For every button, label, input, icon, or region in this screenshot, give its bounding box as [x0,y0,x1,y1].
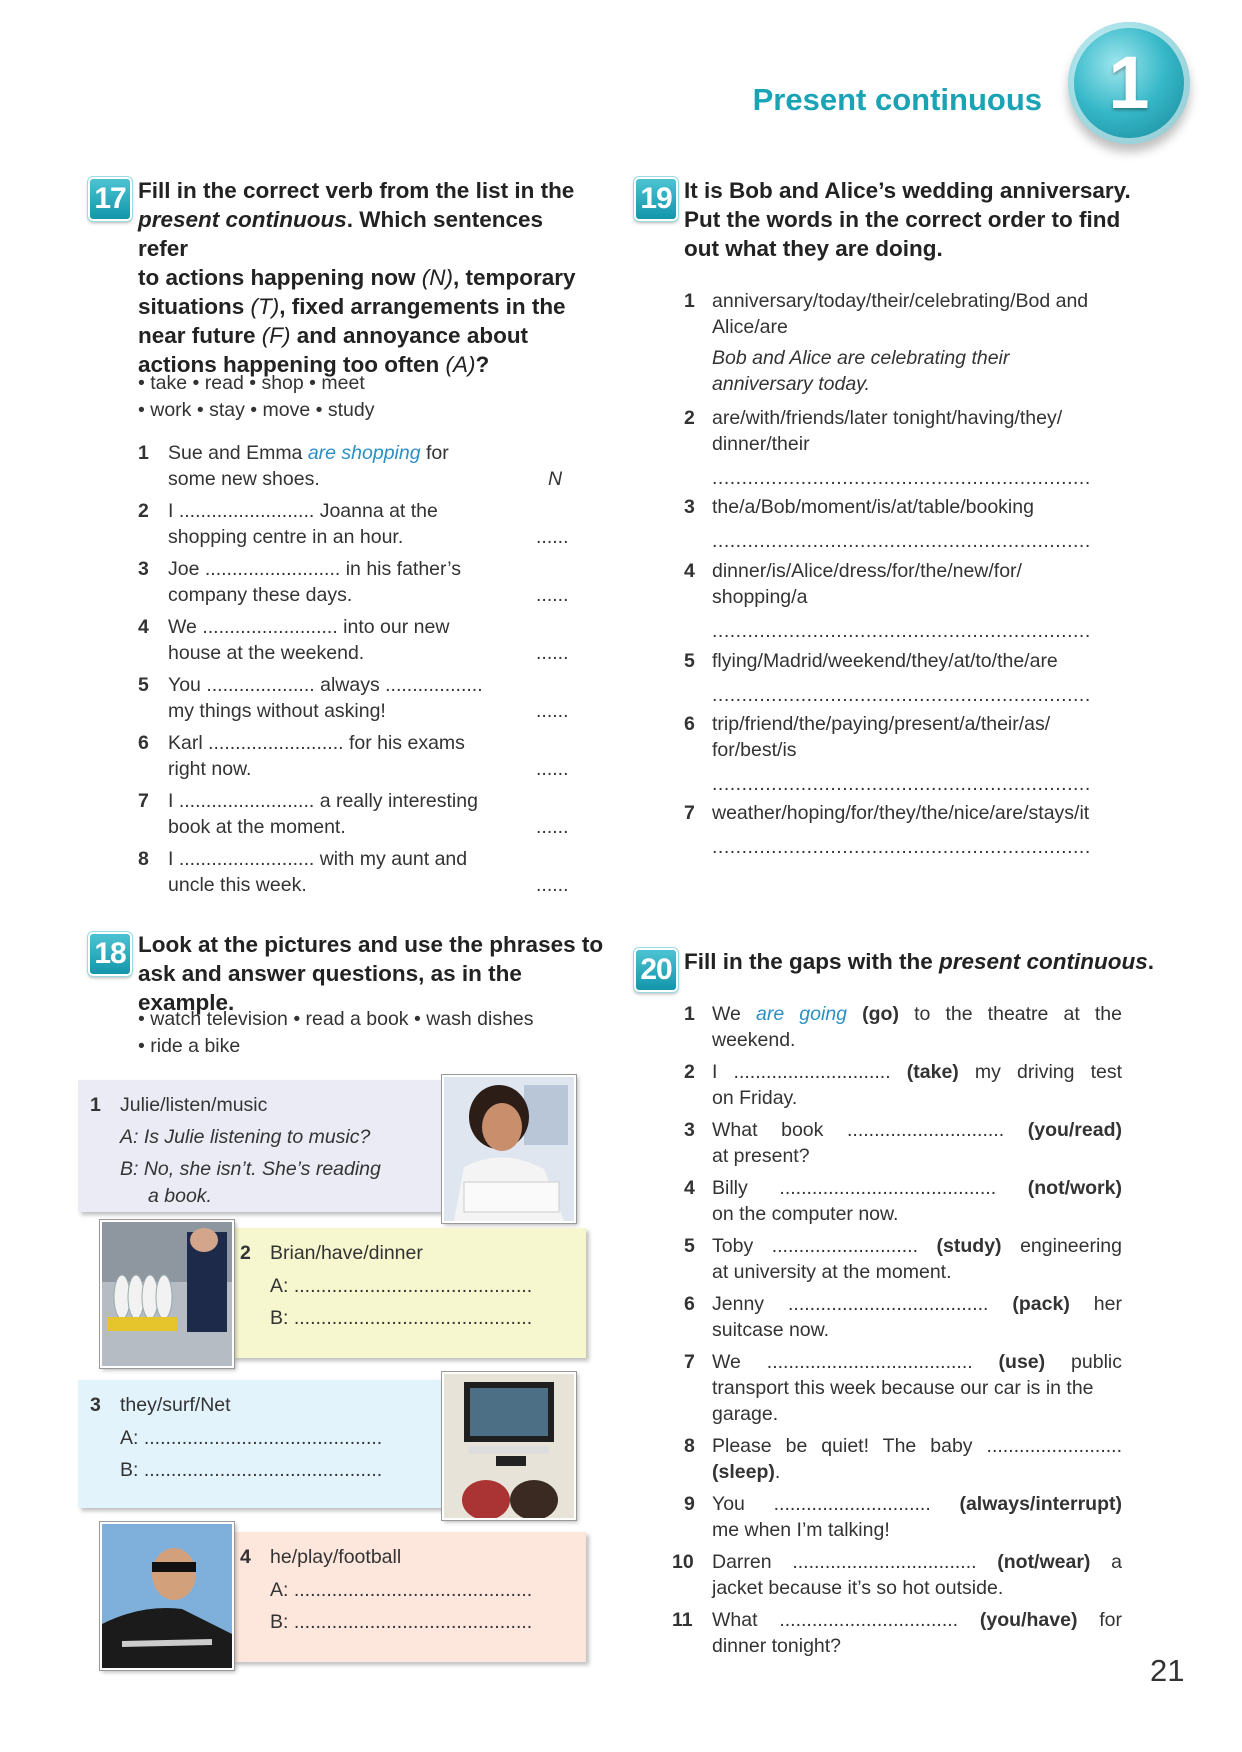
ex20-item-line-2: at present? [712,1145,810,1167]
ex19-answer-line: ................................................................ [712,773,1091,795]
ex20-item-text: You ............................. [712,1493,931,1515]
surfing-net-illustration [444,1374,574,1518]
p2-answer-a: A: ............................................ [270,1275,533,1297]
ex20-item-text: Toby ........................... [712,1235,919,1257]
exercise-20-instructions: Fill in the gaps with the present continuous. [684,949,1155,974]
p1-answer-b-line2: a book. [148,1185,212,1207]
ex20-item-text: Please be quiet! The baby ......................... [712,1435,1122,1457]
ex19-item-number: 7 [684,802,695,824]
ex17-item-line-1: I ......................... a really interesting [168,790,478,812]
ex19-answer-line: ................................................................ [712,530,1091,552]
page-number: 21 [1150,1653,1185,1688]
p4-prompt: he/play/football [270,1546,402,1568]
p2-answer-b: B: ............................................ [270,1307,533,1329]
ex17-item-type-marker: ...... [536,584,569,606]
ex17-item-number: 4 [138,616,149,638]
ex19-answer-line: ................................................................ [712,467,1091,489]
ex17-item-line-1: You .................... always .................. [168,674,483,696]
ex20-item-line-2 [712,1459,780,1485]
p3-answer-b: B: ............................................ [120,1459,383,1481]
p2-number: 2 [240,1242,251,1264]
p1-number: 1 [90,1094,101,1116]
ex17-item-type-marker: ...... [536,526,569,548]
ex20-item-number: 9 [684,1493,695,1515]
ex20-item-verb: (you/read) [1004,1119,1122,1141]
ex20-item-line-2: jacket because it’s so hot outside. [712,1577,1004,1599]
ex17-item-type-marker: ...... [536,700,569,722]
ex19-item-words-line-1: trip/friend/the/paying/present/a/their/as/ [712,713,1051,735]
ex17-item-line-2: some new shoes. [168,468,320,490]
ex17-item-number: 6 [138,732,149,754]
ex19-answer-line: ................................................................ [712,620,1091,642]
ex19-item-number: 6 [684,713,695,735]
p4-answer-a: A: ............................................ [270,1579,533,1601]
ex17-item-number: 2 [138,500,149,522]
exercise-19-instructions: It is Bob and Alice’s wedding anniversary. Put the words in the correct order to find out what they are doing. [684,178,1131,261]
ex19-item-number: 1 [684,290,695,312]
ex19-item-words-line-2: for/best/is [712,739,797,761]
ex20-item-text: What ................................. [712,1609,959,1631]
ex20-item-line-2: on Friday. [712,1087,798,1109]
p4-number: 4 [240,1546,251,1568]
ex20-item-number: 5 [684,1235,695,1257]
ex20-item-text: We ...................................... [712,1351,973,1373]
exercise-19-number: 19 [634,177,678,221]
ex20-item-verb: (always/interrupt) [930,1493,1122,1515]
ex20-item-verb: (not/work) [996,1177,1122,1199]
verb-list-line-2: • work • stay • move • study [138,399,375,421]
ex20-item-line-2: dinner tonight? [712,1635,842,1657]
ex20-item-verb: (go) [847,1003,899,1025]
ex20-item-verb: (you/have) [958,1609,1078,1631]
exercise-17-instructions: Fill in the correct verb from the list in the present continuous. Which sentences refer to actions happening now (N), temporary situations (T), fixed arrangements in the near future (F) and annoyance about actions happening too often (A)? [138,178,576,377]
ex20-item-line-1 [712,1233,1122,1259]
ex17-item-line-1: I ......................... Joanna at the [168,500,438,522]
exercise-18-number: 18 [88,932,132,976]
ex17-item-line-1: Karl ......................... for his exams [168,732,465,754]
ex17-item-line-2: shopping centre in an hour. [168,526,404,548]
p2-prompt: Brian/have/dinner [270,1242,423,1264]
ex19-item-words-line-1: weather/hoping/for/they/the/nice/are/stays/it [712,802,1090,824]
ex20-item-verb: (use) [972,1351,1046,1373]
photo-surfing-net [442,1372,576,1520]
exercise-18-instructions: Look at the pictures and use the phrases to ask and answer questions, as in the example. [138,932,604,1015]
ex20-item-text: to the theatre at the [898,1003,1122,1025]
ex20-item-line-1 [712,1549,1122,1575]
unit-number: 1 [1108,41,1150,124]
ex20-item-text: I ............................. [712,1061,891,1083]
ex20-item-line-1 [712,1059,1122,1085]
ex20-item-line-1 [712,1433,1122,1459]
ex20-item-line-1 [712,1291,1122,1317]
ex20-item-line-1 [712,1491,1122,1517]
photo-girl-reading [442,1075,576,1223]
ex19-item-number: 2 [684,407,695,429]
ex20-item-verb: (take) [890,1061,959,1083]
ex20-item-line-3: garage. [712,1403,779,1425]
ex20-item-number: 7 [684,1351,695,1373]
ex20-item-text: Jenny ..................................... [712,1293,989,1315]
ex20-item-text: a [1090,1551,1122,1573]
ex20-item-answer: are going [756,1003,848,1025]
ex20-item-line-1 [712,1175,1122,1201]
p1-answer-a: A: Is Julie listening to music? [120,1126,371,1148]
ex20-item-text: . [774,1461,781,1483]
ex20-item-text: my driving test [958,1061,1123,1083]
p3-prompt: they/surf/Net [120,1394,231,1416]
ex17-item-number: 1 [138,442,149,464]
ex20-item-line-2: suitcase now. [712,1319,830,1341]
ex20-item-number: 1 [684,1003,695,1025]
p1-prompt: Julie/listen/music [120,1094,268,1116]
ex20-item-verb: (study) [918,1235,1002,1257]
ex17-item-type-marker: ...... [536,816,569,838]
photo-riding-bike [100,1522,234,1670]
ex17-item-line-1: Joe ......................... in his father’s [168,558,461,580]
phrase-list-line-1: • watch television • read a book • wash dishes [138,1008,534,1030]
ex20-item-number: 2 [684,1061,695,1083]
p3-number: 3 [90,1394,101,1416]
ex17-item-line-1: We ......................... into our new [168,616,450,638]
ex17-item-line-2: house at the weekend. [168,642,365,664]
ex17-item-answer: are shopping [307,442,421,464]
ex20-item-text: for [1077,1609,1122,1631]
ex17-item-number: 8 [138,848,149,870]
unit-badge [1068,22,1190,144]
ex20-item-number: 3 [684,1119,695,1141]
ex17-item-line-1: I ......................... with my aunt and [168,848,468,870]
ex17-item-line-2: uncle this week. [168,874,307,896]
ex20-item-line-1 [712,1117,1122,1143]
p4-answer-b: B: ............................................ [270,1611,533,1633]
ex19-answer-line-2: anniversary today. [712,373,870,395]
ex17-item-line-2: right now. [168,758,252,780]
ex20-item-number: 8 [684,1435,695,1457]
ex17-item-type-marker: ...... [536,758,569,780]
ex19-item-words-line-2: Alice/are [712,316,788,338]
ex20-item-text: engineering [1001,1235,1122,1257]
ex17-item-line-2: my things without asking! [168,700,386,722]
ex17-item-type-marker: ...... [536,642,569,664]
ex20-item-line-2: transport this week because our car is in the [712,1377,1094,1399]
ex20-item-verb: (not/wear) [976,1551,1091,1573]
ex20-item-verb: (sleep) [712,1461,775,1483]
ex20-item-number: 4 [684,1177,695,1199]
photo-washing-dishes [100,1220,234,1368]
exercise-17-number: 17 [88,177,132,221]
p3-answer-a: A: ............................................ [120,1427,383,1449]
ex20-item-text: What book ............................. [712,1119,1005,1141]
ex19-item-words-line-1: are/with/friends/later tonight/having/they/ [712,407,1063,429]
ex17-item-number: 5 [138,674,149,696]
ex20-item-text: We [712,1003,757,1025]
ex20-item-verb: (pack) [988,1293,1070,1315]
ex20-item-line-2: on the computer now. [712,1203,899,1225]
ex20-item-line-2: weekend. [712,1029,796,1051]
ex17-item-type-marker: N [548,468,563,490]
ex20-item-text: Darren .................................. [712,1551,977,1573]
ex20-item-text: public [1045,1351,1122,1373]
phrase-list-line-2: • ride a bike [138,1035,241,1057]
ex19-item-words-line-2: dinner/their [712,433,810,455]
ex20-item-line-1 [712,1001,1122,1027]
ex19-item-number: 5 [684,650,695,672]
ex19-item-words-line-1: flying/Madrid/weekend/they/at/to/the/are [712,650,1058,672]
ex20-item-number: 6 [684,1293,695,1315]
ex17-item-line-1 [168,440,449,466]
ex17-item-number: 7 [138,790,149,812]
ex20-item-number: 11 [672,1609,693,1631]
p1-answer-b-line1: B: No, she isn’t. She’s reading [120,1158,381,1180]
washing-dishes-illustration [102,1222,232,1366]
ex19-answer-line-1: Bob and Alice are celebrating their [712,347,1010,369]
ex19-item-number: 4 [684,560,695,582]
ex17-item-text: Sue and Emma [168,442,308,464]
unit-title: Present continuous [752,82,1042,117]
ex19-answer-line: ................................................................ [712,684,1091,706]
ex20-item-text: her [1069,1293,1122,1315]
ex19-item-words-line-1: dinner/is/Alice/dress/for/the/new/for/ [712,560,1022,582]
ex20-item-line-2: at university at the moment. [712,1261,952,1283]
ex20-item-line-2: me when I’m talking! [712,1519,890,1541]
riding-bike-illustration [102,1524,232,1668]
verb-list-line-1: • take • read • shop • meet [138,372,365,394]
ex17-item-line-2: company these days. [168,584,353,606]
ex17-item-number: 3 [138,558,149,580]
ex20-item-line-1 [712,1607,1122,1633]
ex17-item-type-marker: ...... [536,874,569,896]
girl-reading-illustration [444,1077,574,1221]
ex19-item-words-line-1: the/a/Bob/moment/is/at/table/booking [712,496,1034,518]
ex19-item-number: 3 [684,496,695,518]
ex19-item-words-line-1: anniversary/today/their/celebrating/Bod and [712,290,1089,312]
ex19-item-words-line-2: shopping/a [712,586,808,608]
ex20-item-number: 10 [672,1551,694,1573]
ex17-item-line-2: book at the moment. [168,816,346,838]
ex19-answer-line: ................................................................ [712,836,1091,858]
exercise-20-number: 20 [634,948,678,992]
ex17-item-text: for [420,442,449,464]
ex20-item-text: Billy ........................................ [712,1177,997,1199]
ex20-item-line-1 [712,1349,1122,1375]
